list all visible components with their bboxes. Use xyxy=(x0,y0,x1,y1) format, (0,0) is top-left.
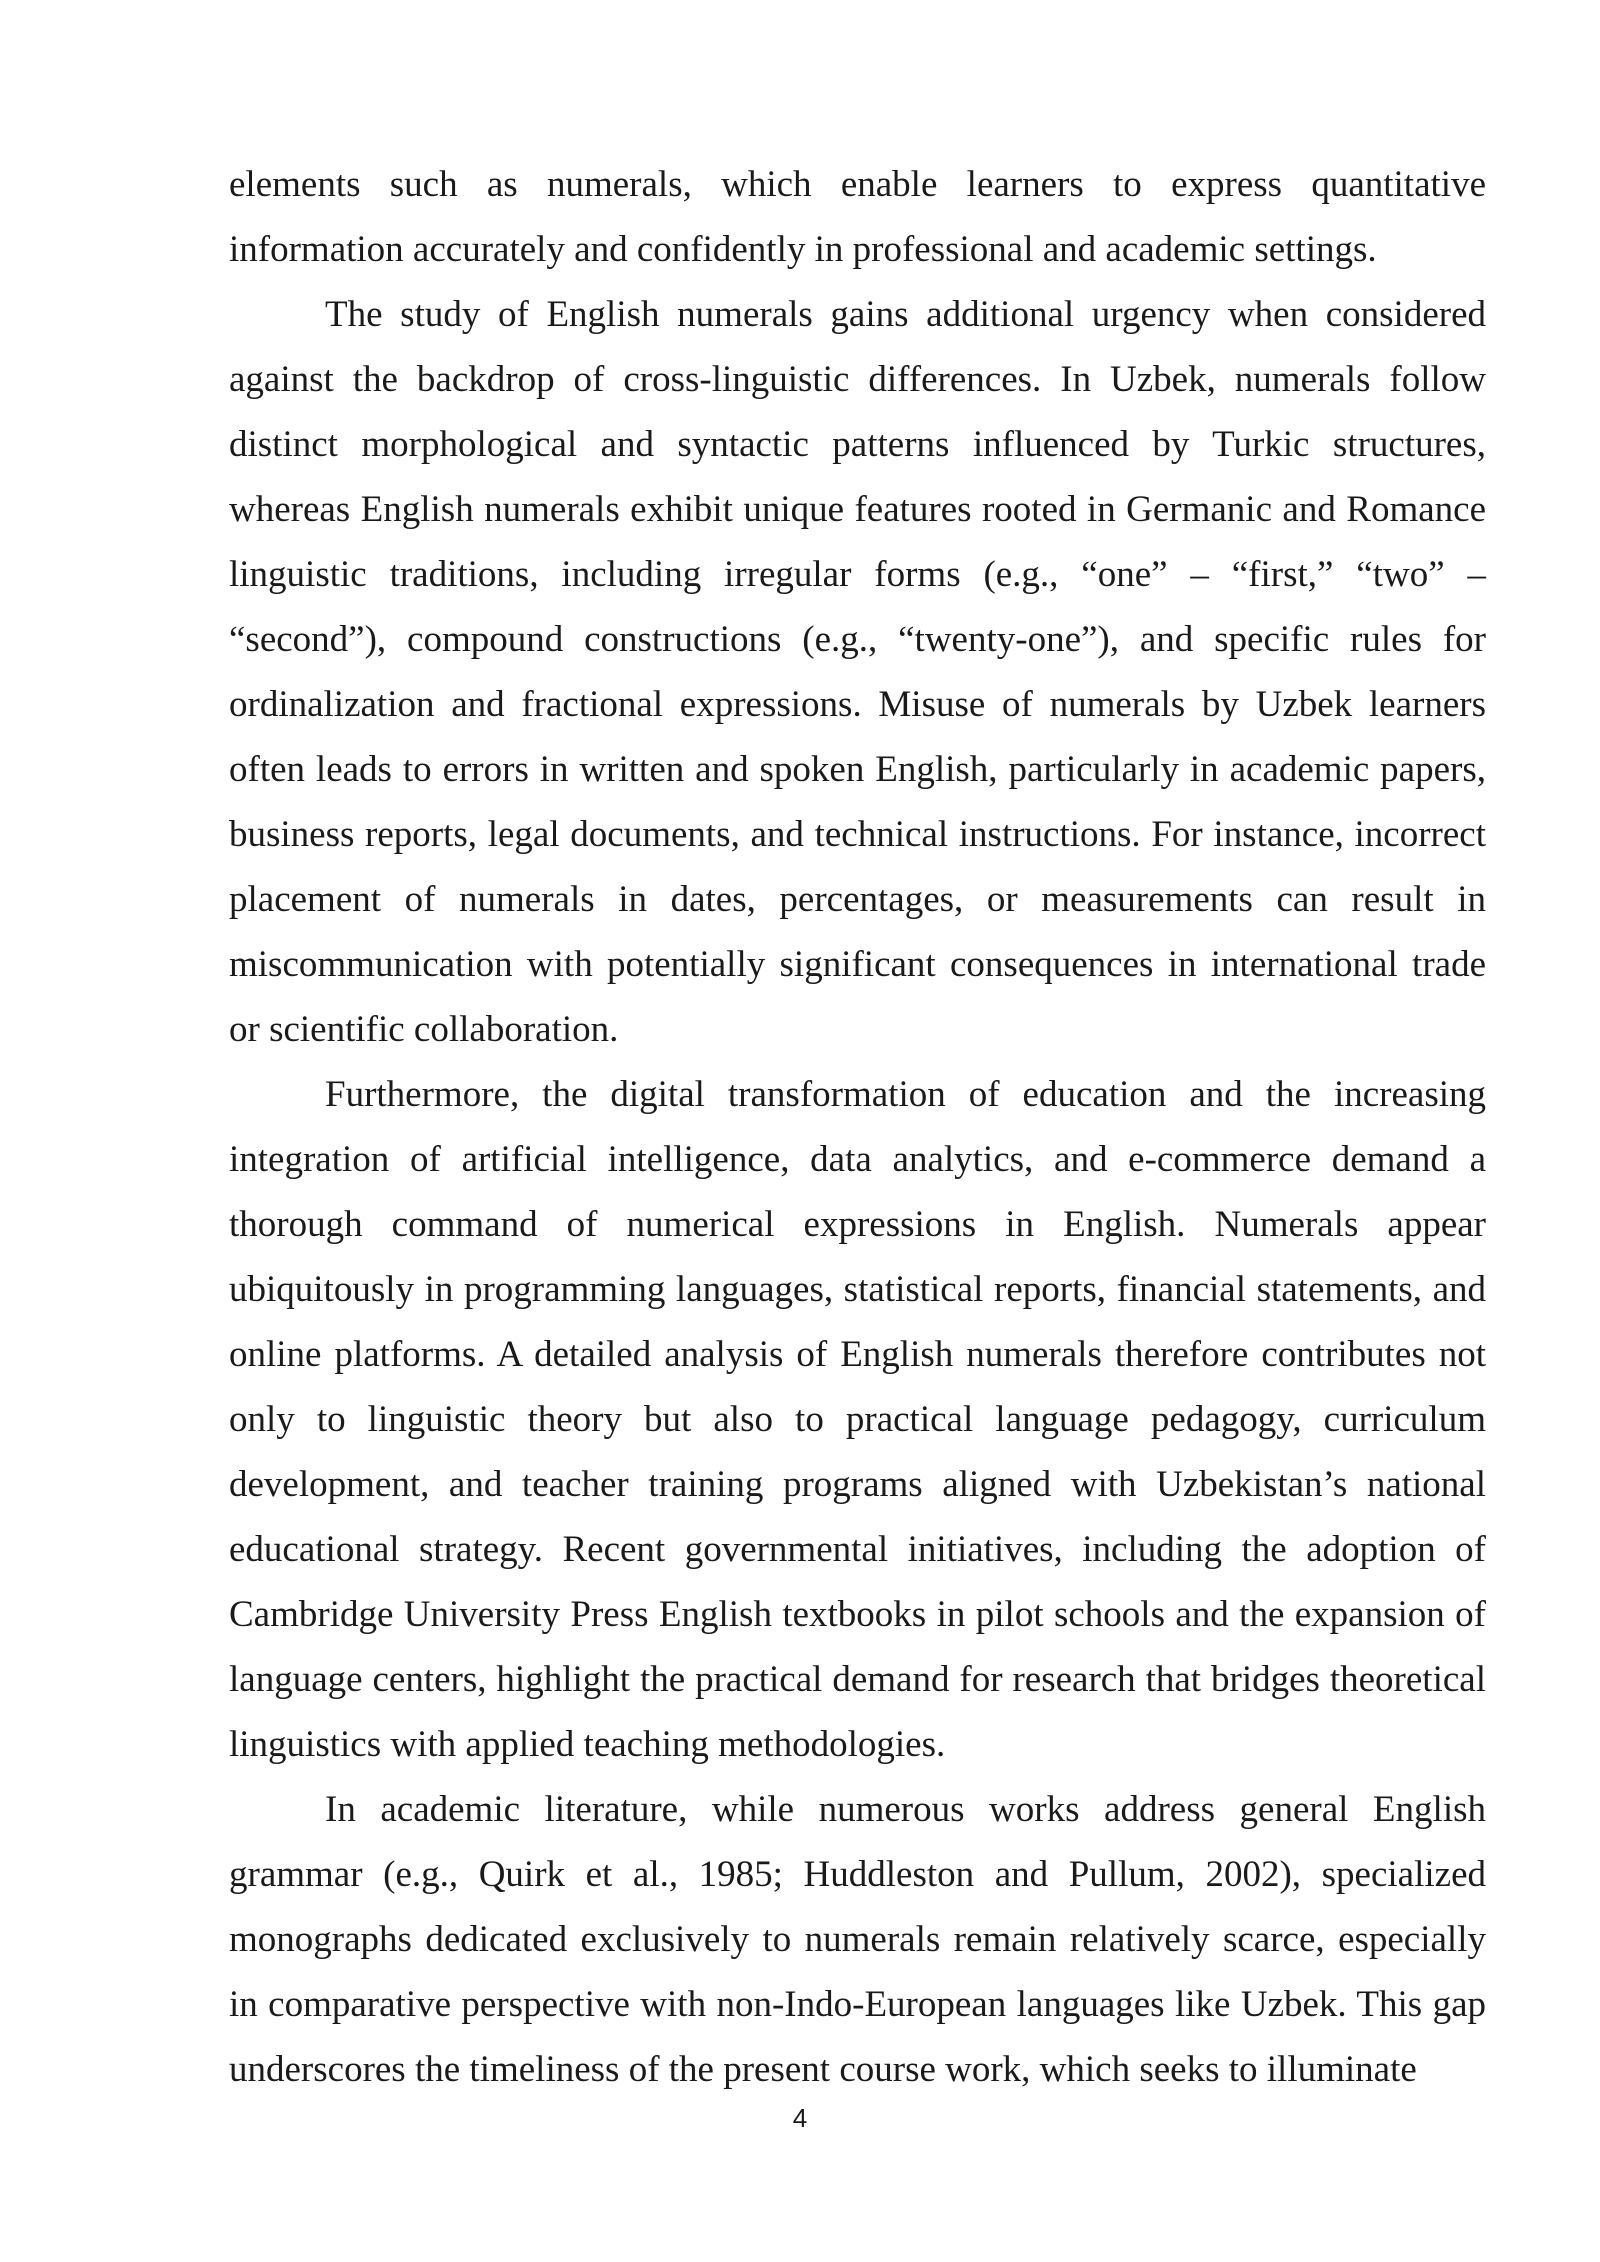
page-number: 4 xyxy=(792,2103,808,2133)
paragraph-continuation: elements such as numerals, which enable learners to express quantitative information accurately and confidently in professional and academic settings. xyxy=(229,164,1486,270)
paragraph-cross-linguistic: The study of English numerals gains additional urgency when considered against the backdrop of cross-linguistic differences. In Uzbek, numerals follow distinct morphological and syntactic patterns influenced by Turkic structures, whereas English numerals exhibit unique features rooted in Germanic and Romance linguistic traditions, including irregular forms (e.g., “one” – “first,” “two” – “second”), compound constructions (e.g., “twenty-one”), and specific rules for ordinalization and fractional expressions. Misuse of numerals by Uzbek learners often leads to errors in written and spoken English, particularly in academic papers, business reports, legal documents, and technical instructions. For instance, incorrect placement of numerals in dates, percentages, or measurements can result in miscommunication with potentially significant consequences in international trade or scientific collaboration. xyxy=(229,294,1486,1050)
body-text xyxy=(229,152,1486,2102)
paragraph-digital-transformation: Furthermore, the digital transformation of education and the increasing integration of artificial intelligence, data analytics, and e-commerce demand a thorough command of numerical expressions in English. Numerals appear ubiquitously in programming languages, statistical reports, financial statements, and online platforms. A detailed analysis of English numerals therefore contributes not only to linguistic theory but also to practical language pedagogy, curriculum development, and teacher training programs aligned with Uzbekistan’s national educational strategy. Recent governmental initiatives, including the adoption of Cambridge University Press English textbooks in pilot schools and the expansion of language centers, highlight the practical demand for research that bridges theoretical linguistics with applied teaching methodologies. xyxy=(229,1074,1486,1765)
paragraph-academic-literature: In academic literature, while numerous works address general English grammar (e.g., Quirk et al., 1985; Huddleston and Pullum, 2002), specialized monographs dedicated exclusively to numerals remain relatively scarce, especially in comparative perspective with non-Indo-European languages like Uzbek. This gap underscores the timeliness of the present course work, which seeks to illuminate xyxy=(229,1789,1486,2090)
